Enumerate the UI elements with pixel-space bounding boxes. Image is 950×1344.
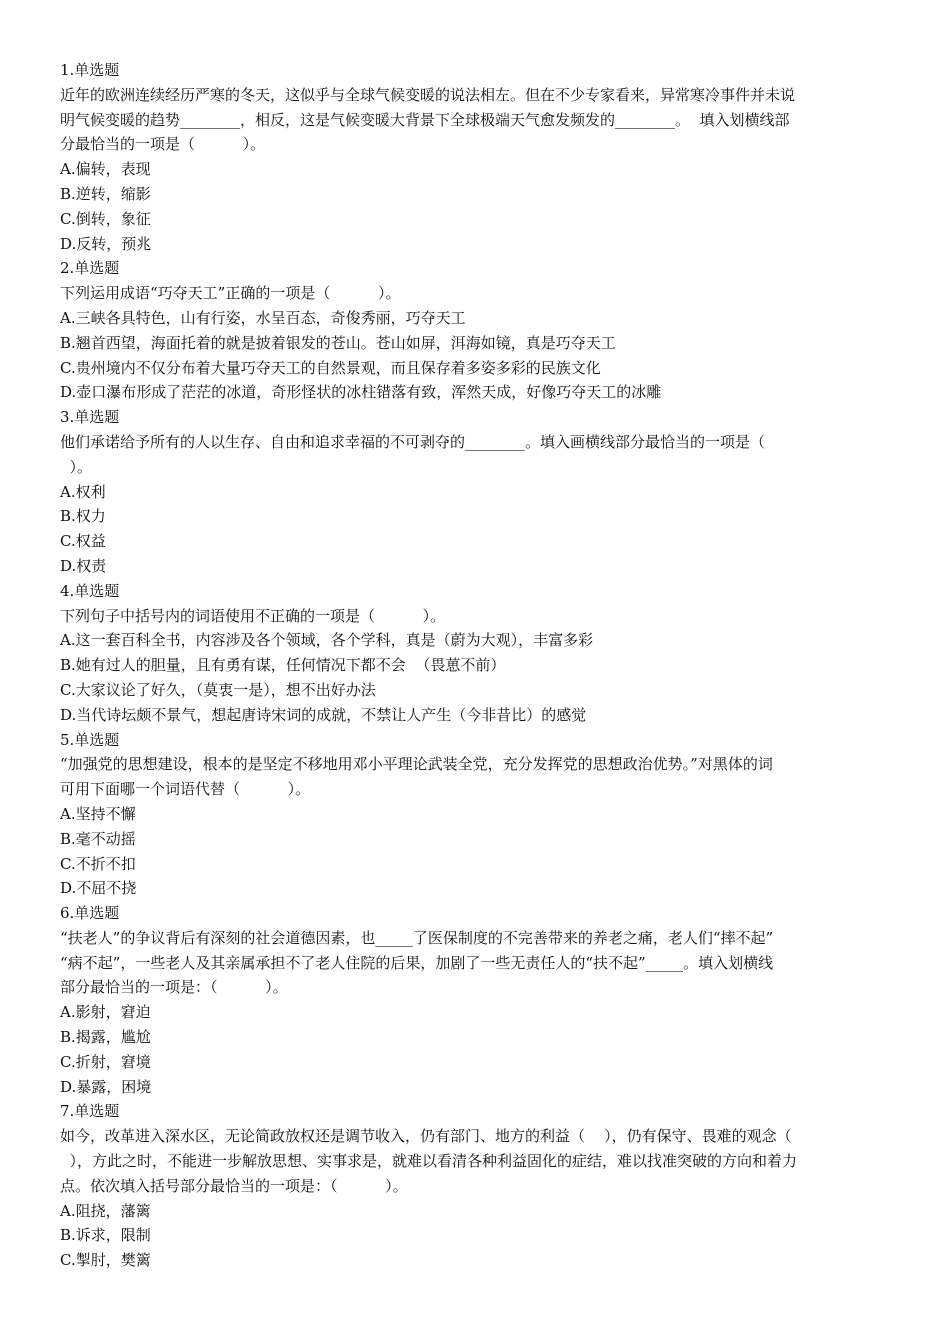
question-stem-line: 点。依次填入括号部分最恰当的一项是：（ ）。: [60, 1176, 408, 1195]
question-block: [60, 579, 890, 728]
answer-option: C.大家议论了好久，（莫衷一是），想不出好办法: [60, 680, 376, 699]
question-stem-line: “扶老人”的争议背后有深刻的社会道德因素，也_____了医保制度的不完善带来的养老之痛，老人们“摔不起”: [60, 928, 774, 947]
answer-option: C.贵州境内不仅分布着大量巧夺天工的自然景观，而且保存着多姿多彩的民族文化: [60, 358, 601, 377]
answer-option: D.壶口瀑布形成了茫茫的冰道，奇形怪状的冰柱错落有致，浑然天成，好像巧夺天工的冰雕: [60, 383, 662, 402]
question-stem-line: 下列运用成语“巧夺天工”正确的一项是（ ）。: [60, 284, 401, 303]
answer-option: C.掣肘，樊篱: [60, 1251, 151, 1270]
question-stem-line: 分最恰当的一项是（ ）。: [60, 135, 266, 154]
answer-option: A.权利: [60, 482, 106, 501]
question-stem-line: 下列句子中括号内的词语使用不正确的一项是（ ）。: [60, 606, 446, 625]
question-header: 6.单选题: [60, 904, 120, 923]
answer-option: B.她有过人的胆量，且有勇有谋，任何情况下都不会 （畏葸不前）: [60, 656, 506, 675]
question-stem-line: 他们承诺给予所有的人以生存、自由和追求幸福的不可剥夺的________。填入画横线部分最恰当的一项是（: [60, 432, 766, 451]
question-stem-line: ），方此之时，不能进一步解放思想、实事求是，就难以看清各种利益固化的症结，难以找准突破的方向和着力: [60, 1152, 798, 1171]
answer-option: A.坚持不懈: [60, 804, 136, 823]
question-stem-line: ）。: [60, 457, 93, 476]
answer-option: D.反转，预兆: [60, 234, 152, 253]
question-header: 5.单选题: [60, 730, 120, 749]
question-block: [60, 901, 890, 1099]
answer-option: B.揭露，尴尬: [60, 1028, 151, 1047]
answer-option: A.影射，窘迫: [60, 1003, 151, 1022]
answer-option: B.诉求，限制: [60, 1226, 151, 1245]
question-header: 4.单选题: [60, 581, 120, 600]
question-block: [60, 256, 890, 405]
question-header: 7.单选题: [60, 1102, 120, 1121]
question-stem-line: 部分最恰当的一项是：（ ）。: [60, 978, 288, 997]
question-header: 3.单选题: [60, 408, 120, 427]
answer-option: C.折射，窘境: [60, 1052, 151, 1071]
answer-option: B.毫不动摇: [60, 829, 136, 848]
answer-option: B.逆转，缩影: [60, 184, 151, 203]
question-header: 2.单选题: [60, 259, 120, 278]
question-stem-line: 可用下面哪一个词语代替（ ）。: [60, 780, 311, 799]
answer-option: D.不屈不挠: [60, 879, 137, 898]
answer-option: A.三峡各具特色，山有行姿，水呈百态，奇俊秀丽，巧夺天工: [60, 308, 466, 327]
question-stem-line: 明气候变暖的趋势________，相反，这是气候变暖大背景下全球极端天气愈发频发的________。 填入划横线部: [60, 110, 790, 129]
question-stem-line: “加强党的思想建设，根本的是坚定不移地用邓小平理论武装全党，充分发挥党的思想政治优势。”对黑体的词: [60, 755, 773, 774]
answer-option: D.当代诗坛颇不景气，想起唐诗宋词的成就，不禁让人产生（今非昔比）的感觉: [60, 705, 587, 724]
question-header: 1.单选题: [60, 61, 120, 79]
answer-option: A.这一套百科全书，内容涉及各个领域，各个学科，真是（蔚为大观），丰富多彩: [60, 631, 594, 650]
answer-option: A.阻挠，藩篱: [60, 1201, 151, 1220]
question-stem-line: 如今，改革进入深水区，无论简政放权还是调节收入，仍有部门、地方的利益（ ），仍有保守、畏难的观念（: [60, 1127, 792, 1146]
question-document: [60, 58, 890, 1273]
question-block: [60, 405, 890, 579]
question-stem-line: 近年的欧洲连续经历严寒的冬天，这似乎与全球气候变暖的说法相左。但在不少专家看来，异常寒冷事件并未说: [60, 85, 796, 104]
question-block: [60, 58, 890, 256]
answer-option: C.不折不扣: [60, 854, 136, 873]
answer-option: B.翘首西望，海面托着的就是披着银发的苍山。苍山如屏，洱海如镜，真是巧夺天工: [60, 333, 616, 352]
answer-option: C.权益: [60, 532, 106, 551]
answer-option: B.权力: [60, 507, 106, 526]
answer-option: A.偏转，表现: [60, 160, 151, 179]
answer-option: D.暴露，困境: [60, 1077, 152, 1096]
question-block: [60, 728, 890, 902]
answer-option: C.倒转，象征: [60, 209, 151, 228]
answer-option: D.权责: [60, 556, 107, 575]
question-stem-line: “病不起”，一些老人及其亲属承担不了老人住院的后果，加剧了一些无责任人的“扶不起”_____。填入划横线: [60, 953, 774, 972]
question-block: [60, 1099, 890, 1273]
